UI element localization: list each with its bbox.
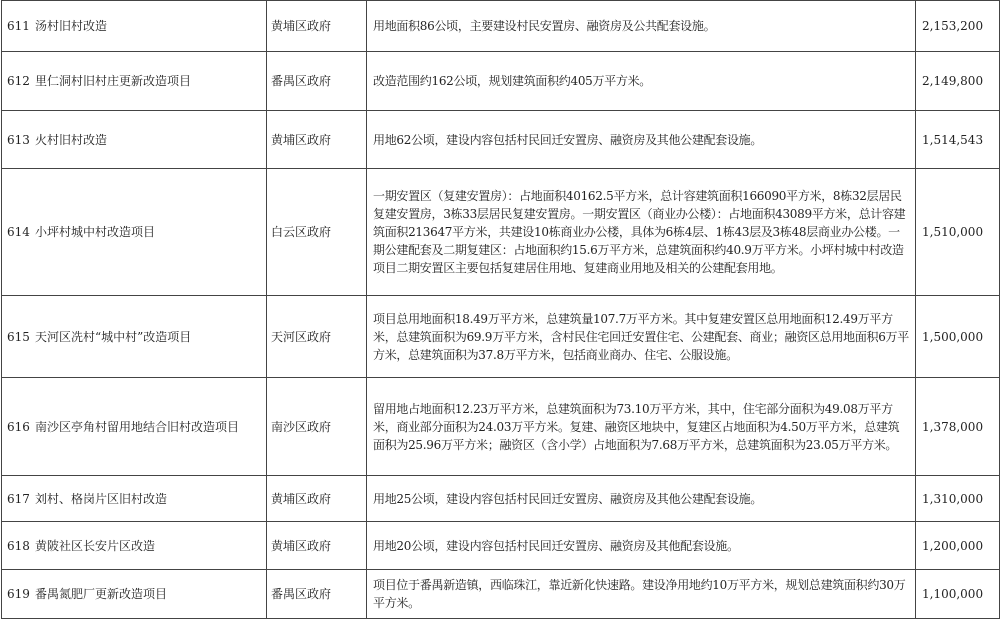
project-name: 天河区冼村“城中村”改造项目 — [35, 329, 192, 344]
investment-amount: 1,510,000 — [916, 169, 1000, 296]
row-number: 612 — [7, 74, 30, 88]
investment-amount: 1,100,000 — [916, 570, 1000, 619]
project-description: 项目位于番禺新造镇，西临珠江，靠近新化快速路。建设净用地约10万平方米，规划总建筑面积约30万平方米。 — [367, 570, 916, 619]
project-name: 黄陂社区长安片区改造 — [35, 538, 156, 553]
project-name: 汤村旧村改造 — [35, 19, 108, 33]
table-row — [2, 169, 1000, 296]
project-owner: 黄埔区政府 — [267, 476, 367, 522]
table-row — [2, 296, 1000, 378]
table-row — [2, 476, 1000, 522]
investment-amount: 1,310,000 — [916, 476, 1000, 522]
project-description: 用地面积86公顷，主要建设村民安置房、融资房及公共配套设施。 — [367, 1, 916, 52]
project-name: 小坪村城中村改造项目 — [35, 225, 156, 239]
row-number: 613 — [7, 132, 30, 147]
project-description: 改造范围约162公顷，规划建筑面积约405万平方米。 — [367, 52, 916, 111]
project-description: 用地20公顷，建设内容包括村民回迁安置房、融资房及其他配套设施。 — [367, 522, 916, 570]
project-owner: 黄埔区政府 — [267, 522, 367, 570]
project-description: 用地25公顷，建设内容包括村民回迁安置房、融资房及其他公建配套设施。 — [367, 476, 916, 522]
project-name: 番禺氮肥厂更新改造项目 — [35, 587, 168, 601]
row-number: 614 — [7, 225, 30, 239]
investment-amount: 1,200,000 — [916, 522, 1000, 570]
project-name: 刘村、格岗片区旧村改造 — [35, 491, 168, 506]
row-number: 611 — [7, 19, 30, 33]
project-owner: 白云区政府 — [267, 169, 367, 296]
project-owner: 南沙区政府 — [267, 378, 367, 476]
project-owner: 番禺区政府 — [267, 52, 367, 111]
table-row — [2, 52, 1000, 111]
investment-amount: 2,149,800 — [916, 52, 1000, 111]
project-name: 南沙区亭角村留用地结合旧村改造项目 — [35, 419, 240, 434]
table-row — [2, 570, 1000, 619]
project-name: 里仁洞村旧村庄更新改造项目 — [35, 74, 192, 88]
project-owner: 天河区政府 — [267, 296, 367, 378]
project-owner: 番禺区政府 — [267, 570, 367, 619]
project-description: 一期安置区（复建安置房）：占地面积40162.5平方米，总计容建筑面积166090平方米，8栋32层居民复建安置房，3栋33层居民复建安置房。一期安置区（商业办公楼）：占地面积43089平方米，总计容建筑面积213647平方米，共建设10栋商业办公楼，具体为6栋4层、1栋43层及3栋48层商业办公楼。一期公建配套及二期复建区：占地面积约15.6万平方米，总建筑面积约40.9万平方米。小坪村城中村改造项目二期安置区主要包括复建居住用地、复建商业用地及相关的公建配套用地。 — [367, 169, 916, 296]
table-row — [2, 1, 1000, 52]
row-number: 618 — [7, 538, 30, 553]
project-owner: 黄埔区政府 — [267, 1, 367, 52]
row-number: 616 — [7, 419, 30, 434]
investment-amount: 1,514,543 — [916, 111, 1000, 169]
table-row — [2, 378, 1000, 476]
investment-amount: 2,153,200 — [916, 1, 1000, 52]
project-owner: 黄埔区政府 — [267, 111, 367, 169]
row-number: 615 — [7, 329, 30, 344]
project-description: 留用地占地面积12.23万平方米，总建筑面积为73.10万平方米，其中，住宅部分面积为49.08万平方米，商业部分面积为24.03万平方米。复建、融资区地块中，复建区占地面积为4.50万平方米，总建筑面积为25.96万平方米；融资区（含小学）占地面积为7.68万平方米，总建筑面积为23.05万平方米。 — [367, 378, 916, 476]
project-description: 项目总用地面积18.49万平方米，总建筑量107.7万平方米。其中复建安置区总用地面积12.49万平方米，总建筑面积为69.9万平方米，含村民住宅回迁安置住宅、公建配套、商业；融资区总用地面积6万平方米，总建筑面积为37.8万平方米，包括商业商办、住宅、公服设施。 — [367, 296, 916, 378]
row-number: 619 — [7, 587, 30, 601]
table-row — [2, 111, 1000, 169]
investment-amount: 1,378,000 — [916, 378, 1000, 476]
table-row — [2, 522, 1000, 570]
project-name: 火村旧村改造 — [35, 132, 108, 147]
project-description: 用地62公顷，建设内容包括村民回迁安置房、融资房及其他公建配套设施。 — [367, 111, 916, 169]
row-number: 617 — [7, 491, 30, 506]
project-table — [1, 0, 1000, 619]
investment-amount: 1,500,000 — [916, 296, 1000, 378]
